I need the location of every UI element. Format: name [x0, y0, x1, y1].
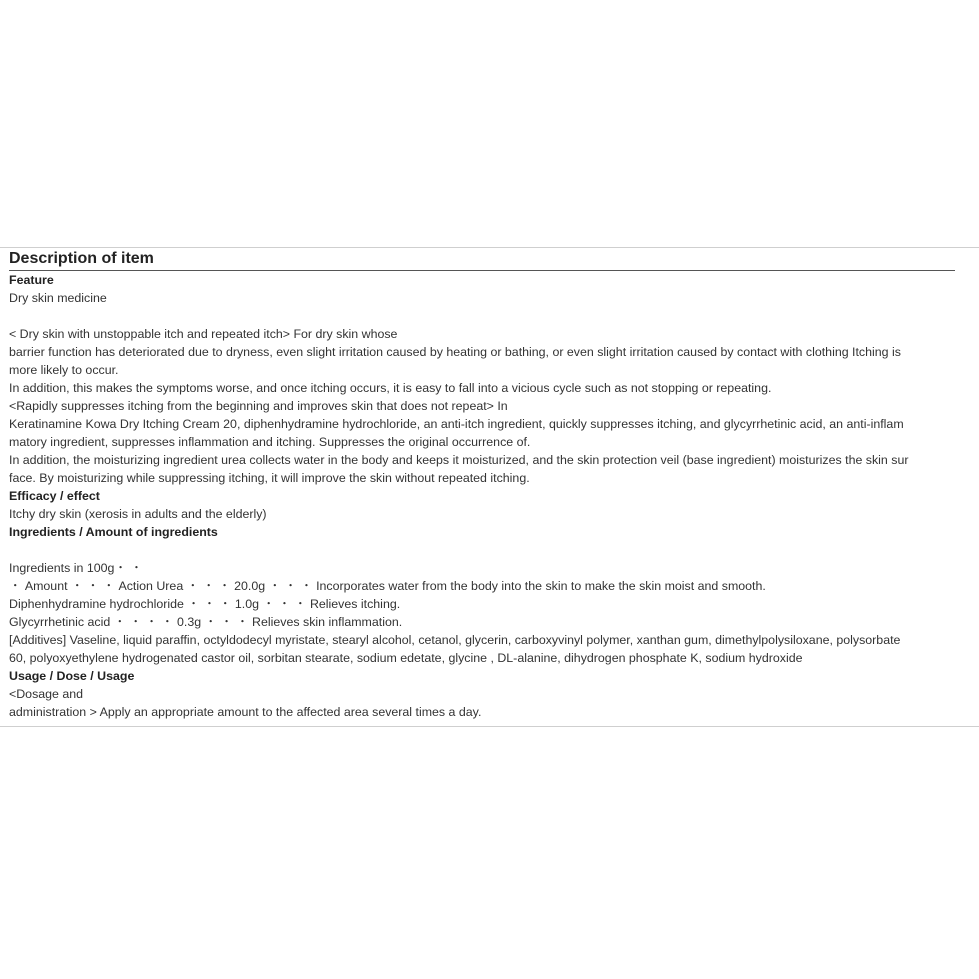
efficacy-line: Itchy dry skin (xerosis in adults and the elderly)	[9, 507, 267, 521]
feature-line: <Rapidly suppresses itching from the beginning and improves skin that does not repeat> In	[9, 399, 508, 413]
ingredients-line: Glycyrrhetinic acid ・ ・ ・ ・ 0.3g ・ ・ ・ Relieves skin inflammation.	[9, 615, 403, 629]
feature-heading: Feature	[9, 273, 54, 287]
blank-line	[9, 307, 955, 325]
feature-line: matory ingredient, suppresses inflammation and itching. Suppresses the original occurrence of.	[9, 435, 531, 449]
feature-line: < Dry skin with unstoppable itch and repeated itch> For dry skin whose	[9, 327, 398, 341]
section-title: Description of item	[9, 248, 955, 271]
feature-line: barrier function has deteriorated due to dryness, even slight irritation caused by heating or bathing, or even slight irritation caused by contact with clothing Itching is	[9, 345, 901, 359]
feature-line: more likely to occur.	[9, 363, 119, 377]
item-description-panel	[0, 247, 979, 727]
feature-line: In addition, this makes the symptoms worse, and once itching occurs, it is easy to fall into a vicious cycle such as not stopping or repeating.	[9, 381, 772, 395]
feature-line: Keratinamine Kowa Dry Itching Cream 20, diphenhydramine hydrochloride, an anti-itch ingredient, quickly suppresses itching, and glycyrrhetinic acid, an anti-inflam	[9, 417, 904, 431]
feature-line: In addition, the moisturizing ingredient urea collects water in the body and keeps it moisturized, and the skin protection veil (base ingredient) moisturizes the skin sur	[9, 453, 909, 467]
efficacy-heading: Efficacy / effect	[9, 489, 100, 503]
ingredients-line: Ingredients in 100g・ ・	[9, 561, 143, 575]
ingredients-line: [Additives] Vaseline, liquid paraffin, octyldodecyl myristate, stearyl alcohol, cetanol, glycerin, carboxyvinyl polymer, xanthan gum, dimethylpolysiloxane, polysorbate	[9, 633, 901, 647]
ingredients-line: 60, polyoxyethylene hydrogenated castor oil, sorbitan stearate, sodium edetate, glycine , DL-alanine, dihydrogen phosphate K, sodium hydroxide	[9, 651, 803, 665]
feature-line: face. By moisturizing while suppressing itching, it will improve the skin without repeated itching.	[9, 471, 530, 485]
usage-heading: Usage / Dose / Usage	[9, 669, 135, 683]
ingredients-heading: Ingredients / Amount of ingredients	[9, 525, 218, 539]
ingredients-line: ・ Amount ・ ・ ・ Action Urea ・ ・ ・ 20.0g ・ ・ ・ Incorporates water from the body into the skin to make the skin moist and smooth.	[9, 579, 766, 593]
feature-line: Dry skin medicine	[9, 291, 107, 305]
item-description-inner	[9, 248, 955, 721]
description-content	[9, 271, 955, 721]
usage-line: <Dosage and	[9, 687, 84, 701]
ingredients-line: Diphenhydramine hydrochloride ・ ・ ・ 1.0g ・ ・ ・ Relieves itching.	[9, 597, 401, 611]
usage-line: administration > Apply an appropriate amount to the affected area several times a day.	[9, 705, 482, 719]
blank-line	[9, 541, 955, 559]
